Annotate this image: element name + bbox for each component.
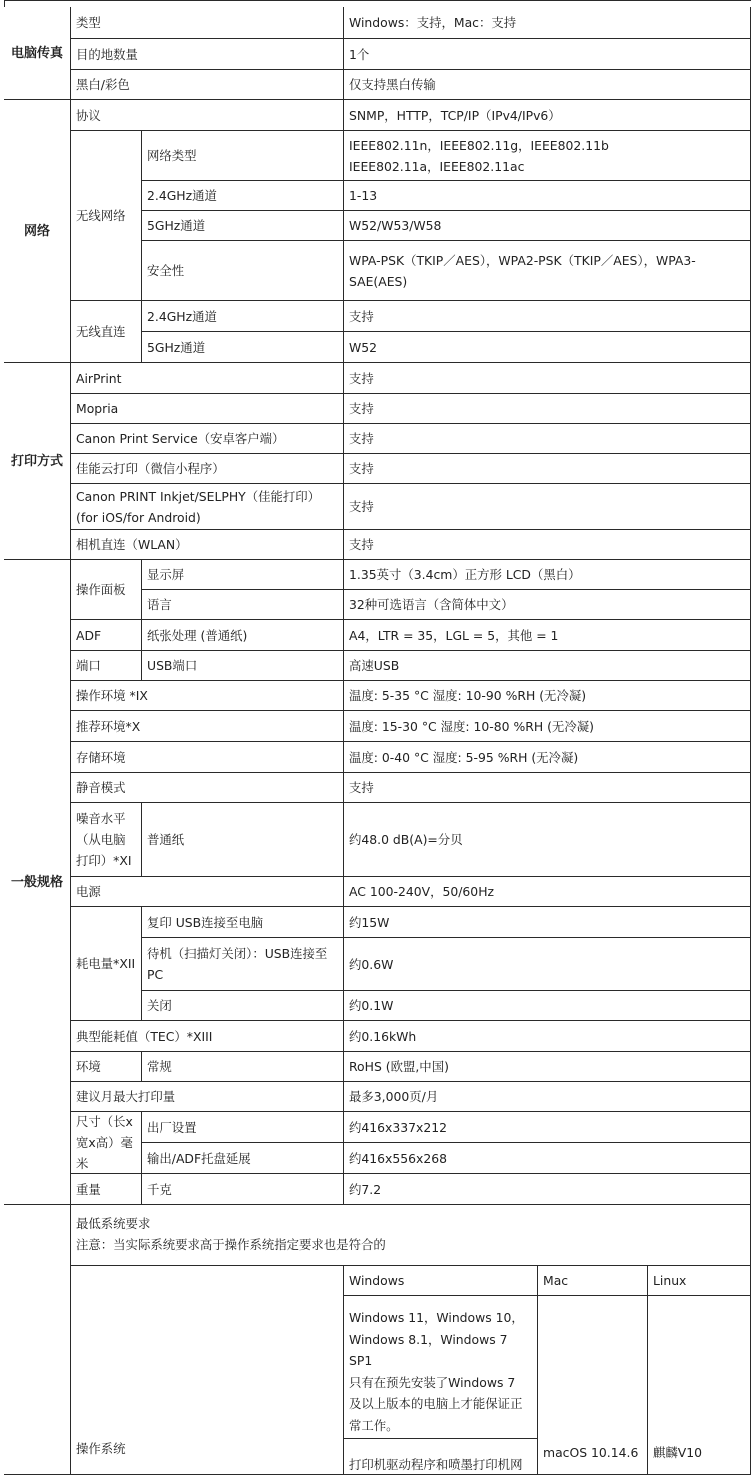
fax-type-value: Windows：支持，Mac：支持	[344, 7, 751, 39]
copy-power-value: 约15W	[344, 907, 751, 938]
network-ch24-label: 2.4GHz通道	[142, 181, 344, 211]
print-row-label: 相机直连（WLAN）	[71, 530, 344, 560]
print-row-value: 支持	[344, 484, 751, 530]
factory-size-label: 出厂设置	[142, 1112, 344, 1143]
network-wireless-label: 无线网络	[71, 131, 142, 301]
monthly-volume-label: 建议月最大打印量	[71, 1082, 344, 1112]
os-col-mac: Mac	[538, 1266, 648, 1296]
os-linux-value: 麒麟V10	[648, 1296, 751, 1475]
section-fax: 电脑传真	[4, 7, 71, 100]
print-row-value: 支持	[344, 424, 751, 454]
weight-sub-label: 千克	[142, 1174, 344, 1205]
fax-color-label: 黑白/彩色	[71, 70, 344, 100]
op-env-label: 操作环境 *IX	[71, 681, 344, 711]
print-row-label: Mopria	[71, 394, 344, 424]
network-security-value: WPA-PSK（TKIP／AES），WPA2-PSK（TKIP／AES），WPA3-SAE(AES)	[344, 241, 751, 301]
os-col-linux: Linux	[648, 1266, 751, 1296]
system-requirements-header	[71, 1205, 751, 1266]
monthly-volume-value: 最多3,000页/月	[344, 1082, 751, 1112]
network-protocol-value: SNMP，HTTP，TCP/IP（IPv4/IPv6）	[344, 100, 751, 131]
section-print: 打印方式	[4, 363, 71, 560]
off-power-label: 关闭	[142, 991, 344, 1021]
panel-label: 操作面板	[71, 560, 142, 620]
print-row-label: 佳能云打印（微信小程序）	[71, 454, 344, 484]
adf-value: A4，LTR = 35，LGL = 5，其他 = 1	[344, 620, 751, 651]
print-row-value: 支持	[344, 394, 751, 424]
print-row-label: Canon Print Service（安卓客户端）	[71, 424, 344, 454]
tec-label: 典型能耗值（TEC）*XIII	[71, 1021, 344, 1052]
network-ch24-value: 1-13	[344, 181, 751, 211]
quiet-mode-label: 静音模式	[71, 773, 344, 803]
noise-sub-label: 普通纸	[142, 803, 344, 877]
network-ch5-value: W52/W53/W58	[344, 211, 751, 241]
section-network: 网络	[4, 100, 71, 363]
environment-value: RoHS (欧盟,中国)	[344, 1052, 751, 1082]
section-general: 一般规格	[4, 560, 71, 1205]
network-direct-ch5-value: W52	[344, 332, 751, 363]
weight-value: 约7.2	[344, 1174, 751, 1205]
rec-env-value: 温度: 15-30 °C 湿度: 10-80 %RH (无冷凝)	[344, 711, 751, 742]
rec-env-label: 推荐环境*X	[71, 711, 344, 742]
network-ch5-label: 5GHz通道	[142, 211, 344, 241]
power-value: AC 100-240V，50/60Hz	[344, 877, 751, 907]
os-windows-value: Windows 11，Windows 10， Windows 8.1，Windows 7 SP1 只有在预先安装了Windows 7 及以上版本的电脑上才能保证正 常工作。	[344, 1296, 538, 1439]
power-label: 电源	[71, 877, 344, 907]
fax-color-value: 仅支持黑白传输	[344, 70, 751, 100]
display-label: 显示屏	[142, 560, 344, 590]
dimensions-label: 尺寸（长x 宽x高）毫 米	[71, 1112, 142, 1174]
language-value: 32种可选语言（含简体中文）	[344, 590, 751, 620]
print-row-value: 支持	[344, 530, 751, 560]
fax-dest-value: 1个	[344, 39, 751, 70]
standby-power-value: 约0.6W	[344, 938, 751, 991]
system-requirements-title: 最低系统要求	[76, 1216, 151, 1231]
noise-value: 约48.0 dB(A)=分贝	[344, 803, 751, 877]
store-env-value: 温度: 0-40 °C 湿度: 5-95 %RH (无冷凝)	[344, 742, 751, 773]
os-col-windows: Windows	[344, 1266, 538, 1296]
environment-label: 环境	[71, 1052, 142, 1082]
network-type-label: 网络类型	[142, 131, 344, 181]
off-power-value: 约0.1W	[344, 991, 751, 1021]
port-value: 高速USB	[344, 651, 751, 681]
extended-size-label: 输出/ADF托盘延展	[142, 1143, 344, 1174]
weight-label: 重量	[71, 1174, 142, 1205]
standby-power-label: 待机（扫描灯关闭）：USB连接至PC	[142, 938, 344, 991]
section-system	[4, 1205, 71, 1475]
os-mac-value: macOS 10.14.6	[538, 1296, 648, 1475]
language-label: 语言	[142, 590, 344, 620]
factory-size-value: 约416x337x212	[344, 1112, 751, 1143]
store-env-label: 存储环境	[71, 742, 344, 773]
environment-sub-label: 常规	[142, 1052, 344, 1082]
tec-value: 约0.16kWh	[344, 1021, 751, 1052]
system-requirements-note: 注意：当实际系统要求高于操作系统指定要求也是符合的	[76, 1237, 386, 1252]
print-row-value: 支持	[344, 454, 751, 484]
network-direct-ch5-label: 5GHz通道	[142, 332, 344, 363]
noise-label: 噪音水平 （从电脑 打印）*XI	[71, 803, 142, 877]
fax-type-label: 类型	[71, 7, 344, 39]
display-value: 1.35英寸（3.4cm）正方形 LCD（黑白）	[344, 560, 751, 590]
port-sub-label: USB端口	[142, 651, 344, 681]
network-type-value: IEEE802.11n，IEEE802.11g，IEEE802.11b IEEE802.11a，IEEE802.11ac	[344, 131, 751, 181]
extended-size-value: 约416x556x268	[344, 1143, 751, 1174]
os-label: 操作系统	[71, 1266, 344, 1475]
network-direct-ch24-value: 支持	[344, 301, 751, 332]
copy-power-label: 复印 USB连接至电脑	[142, 907, 344, 938]
network-security-label: 安全性	[142, 241, 344, 301]
print-row-label: AirPrint	[71, 363, 344, 394]
print-row-label: Canon PRINT Inkjet/SELPHY（佳能打印） (for iOS/for Android)	[71, 484, 344, 530]
quiet-mode-value: 支持	[344, 773, 751, 803]
op-env-value: 温度: 5-35 °C 湿度: 10-90 %RH (无冷凝)	[344, 681, 751, 711]
adf-sub-label: 纸张处理 (普通纸)	[142, 620, 344, 651]
print-row-value: 支持	[344, 363, 751, 394]
network-protocol-label: 协议	[71, 100, 344, 131]
consumption-label: 耗电量*XII	[71, 907, 142, 1021]
port-label: 端口	[71, 651, 142, 681]
adf-label: ADF	[71, 620, 142, 651]
fax-dest-label: 目的地数量	[71, 39, 344, 70]
os-windows-extra: 打印机驱动程序和喷墨打印机网	[344, 1439, 538, 1475]
network-direct-label: 无线直连	[71, 301, 142, 363]
network-direct-ch24-label: 2.4GHz通道	[142, 301, 344, 332]
